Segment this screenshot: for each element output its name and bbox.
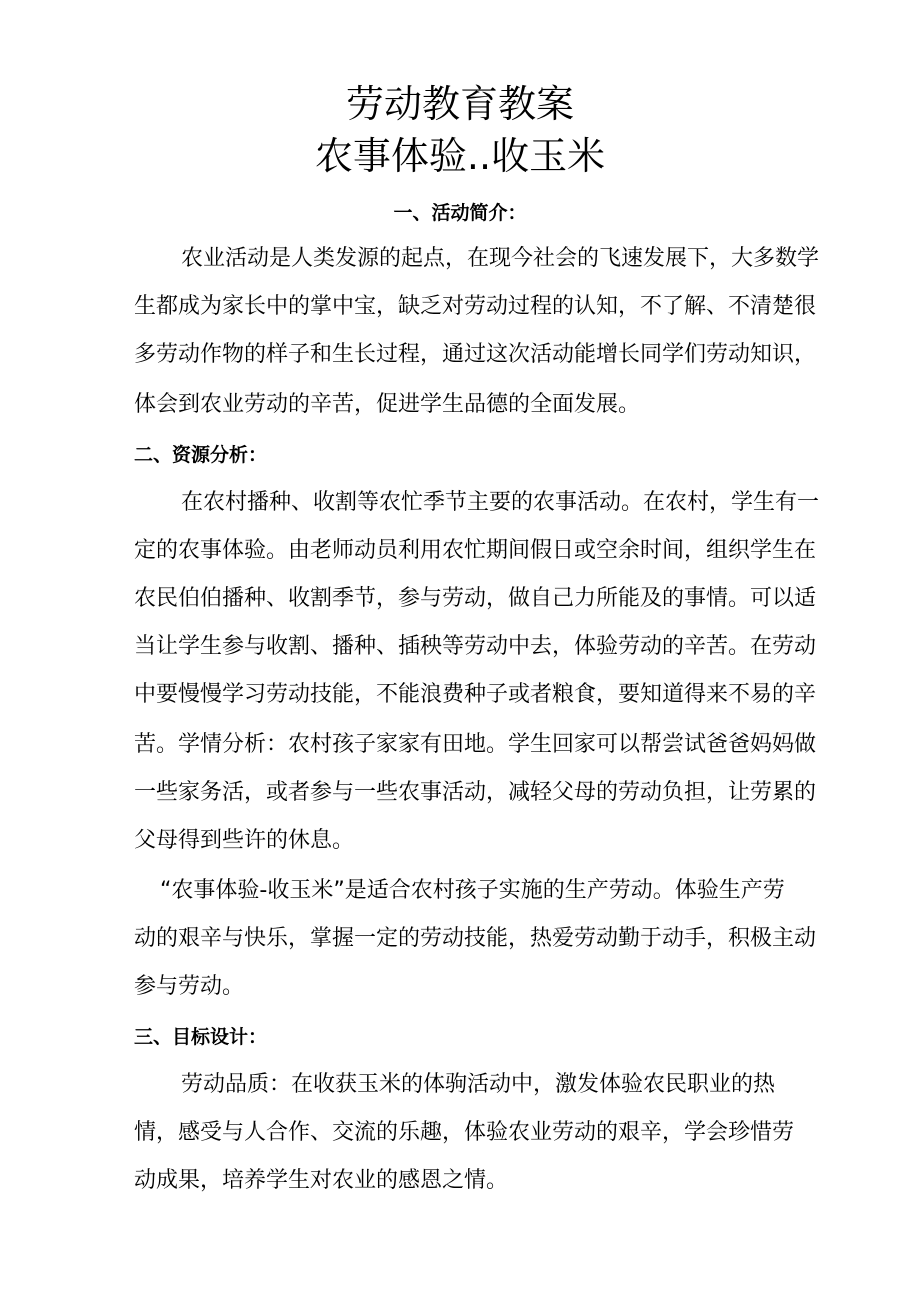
paragraph-line: 定的农事体验。由老师动员利用农忙期间假日或空余时间，组织学生在 <box>134 538 817 563</box>
document-title: 劳动教育教案 <box>345 82 574 126</box>
paragraph-line: 生都成为家长中的掌中宝，缺乏对劳动过程的认知，不了解、不清楚很 <box>134 294 817 319</box>
paragraph-line: 参与劳动。 <box>134 974 245 999</box>
paragraph-line: 劳动品质：在收获玉米的体驹活动中，激发体验农民职业的热 <box>181 1072 776 1097</box>
paragraph-line: 苦。学情分析：农村孩子家家有田地。学生回家可以帮尝试爸爸妈妈做 <box>134 732 817 757</box>
paragraph-line: 中要慢慢学习劳动技能，不能浪费种子或者粮食，要知道得来不易的辛 <box>134 682 817 707</box>
paragraph-line: 情，感受与人合作、交流的乐趣，体验农业劳动的艰辛，学会珍惜劳 <box>134 1120 795 1145</box>
paragraph-line: 农民伯伯播种、收割季节，参与劳动，做自己力所能及的事情。可以适 <box>134 586 817 611</box>
paragraph-line: 在农村播种、收割等农忙季节主要的农事活动。在农村，学生有一 <box>181 490 820 515</box>
section-heading-resources: 二、资源分析： <box>134 444 268 466</box>
paragraph-line: 农业活动是人类发源的起点，在现今社会的飞速发展下，大多数学 <box>181 246 820 271</box>
paragraph-line: 父母得到些许的休息。 <box>134 828 355 853</box>
paragraph-line: 动的艰辛与快乐，掌握一定的劳动技能，热爱劳动勤于动手，积极主动 <box>134 926 817 951</box>
paragraph-line: 当让学生参与收割、播种、插秧等劳动中去，体验劳动的辛苦。在劳动 <box>134 634 817 659</box>
paragraph-line: 动成果，培养学生对农业的感恩之情。 <box>134 1168 509 1193</box>
paragraph-line: 多劳动作物的样子和生长过程，通过这次活动能增长同学们劳动知识， <box>134 342 817 367</box>
paragraph-line: 一些家务活，或者参与一些农事活动，减轻父母的劳动负担，让劳累的 <box>134 780 817 805</box>
document-subtitle: 农事体验..收玉米 <box>314 134 606 178</box>
section-heading-intro: 一、活动简介： <box>393 202 527 224</box>
paragraph-line: 体会到农业劳动的辛苦，促进学生品德的全面发展。 <box>134 392 641 417</box>
section-heading-goals: 三、目标设计： <box>134 1026 268 1048</box>
paragraph-line: “农事体验-收玉米”是适合农村孩子实施的生产劳动。体验生产劳 <box>160 878 785 903</box>
